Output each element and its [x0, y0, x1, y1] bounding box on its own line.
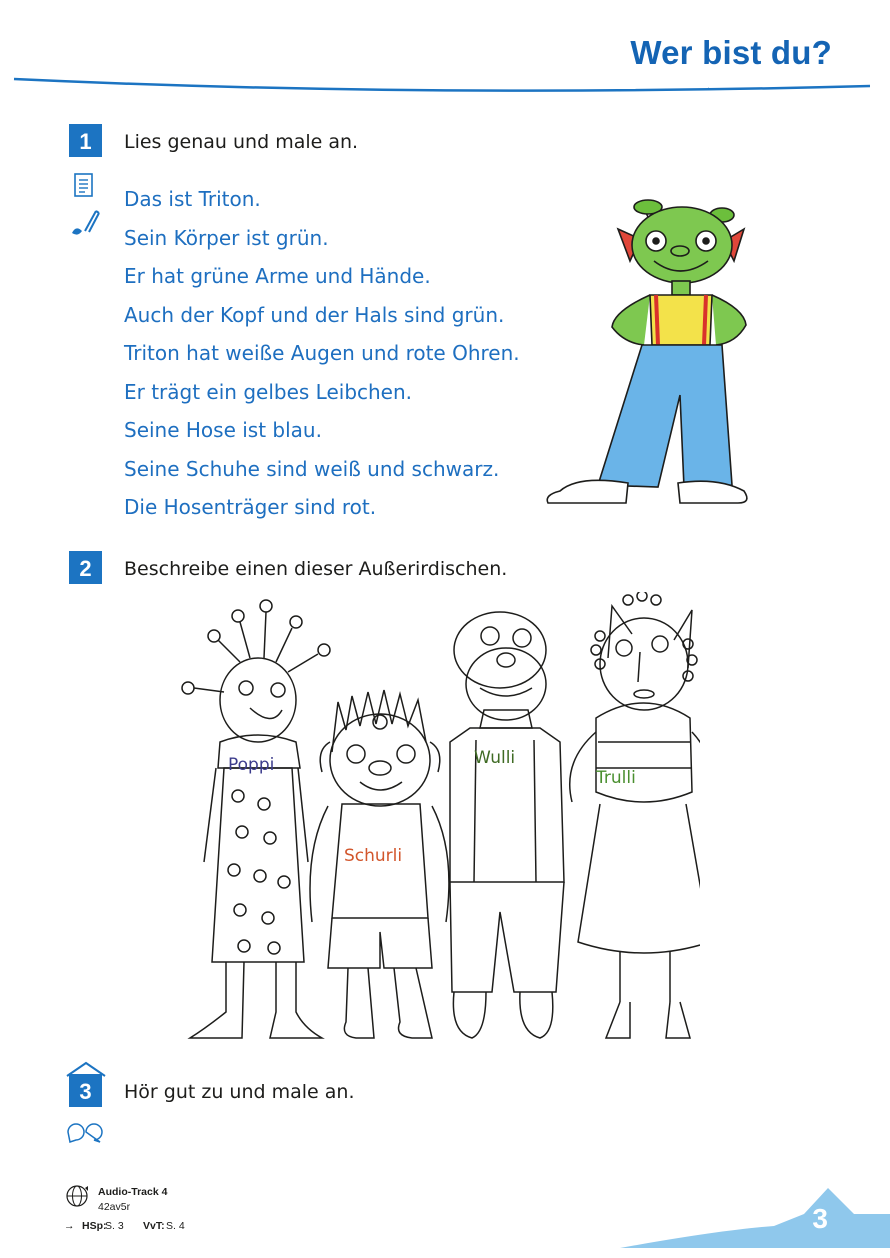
task-number-badge: 2: [69, 551, 102, 584]
task-number-badge: 3: [69, 1074, 102, 1107]
aliens-illustration: [180, 592, 700, 1050]
page-number-tab: [620, 1178, 890, 1248]
reading-line: Seine Schuhe sind weiß und schwarz.: [124, 456, 500, 481]
reading-line: Die Hosenträger sind rot.: [124, 495, 377, 519]
hsp-value: S. 3: [105, 1220, 124, 1232]
alien-trulli: [570, 592, 700, 1038]
reading-line: Triton hat weiße Augen und rote Ohren.: [124, 341, 520, 365]
vvt-value: S. 4: [166, 1220, 185, 1232]
reading-text: [124, 182, 520, 529]
speech-bubbles-icon: [64, 1120, 104, 1144]
coloring-pencil-icon: [68, 207, 102, 237]
alien-wulli: [450, 612, 564, 1038]
task-instruction: Lies genau und male an.: [124, 131, 359, 153]
reference-arrow: →: [64, 1220, 75, 1232]
reading-line: Er hat grüne Arme und Hände.: [124, 264, 431, 288]
alien-name-label: Trulli: [596, 768, 636, 788]
vvt-label: VvT:: [143, 1220, 165, 1232]
reading-line: Er trägt ein gelbes Leibchen.: [124, 379, 413, 404]
alien-name-label: Schurli: [344, 846, 403, 866]
audio-track-label: Audio-Track 4: [98, 1186, 168, 1198]
alien-name-label: Wulli: [474, 748, 516, 768]
reading-line: Auch der Kopf und der Hals sind grün.: [124, 302, 505, 327]
hsp-label: HSp:: [82, 1220, 107, 1232]
page-number: 3: [812, 1203, 828, 1234]
task-number-badge: 1: [69, 124, 102, 157]
page-title: Wer bist du?: [630, 34, 832, 71]
alien-poppi: [182, 600, 330, 1038]
reading-line: Das ist Triton.: [124, 187, 261, 211]
task-instruction: Hör gut zu und male an.: [124, 1081, 355, 1103]
globe-audio-icon: [66, 1184, 92, 1208]
reading-line: Seine Hose ist blau.: [124, 418, 322, 442]
task-instruction: Beschreibe einen dieser Außerirdischen.: [124, 558, 508, 580]
online-code: 42av5r: [98, 1201, 131, 1213]
alien-name-label: Poppi: [228, 755, 275, 775]
reading-line: Sein Körper ist grün.: [124, 225, 329, 250]
header-rule: [0, 0, 890, 110]
reading-icon: [72, 172, 98, 200]
triton-illustration: [538, 195, 753, 513]
